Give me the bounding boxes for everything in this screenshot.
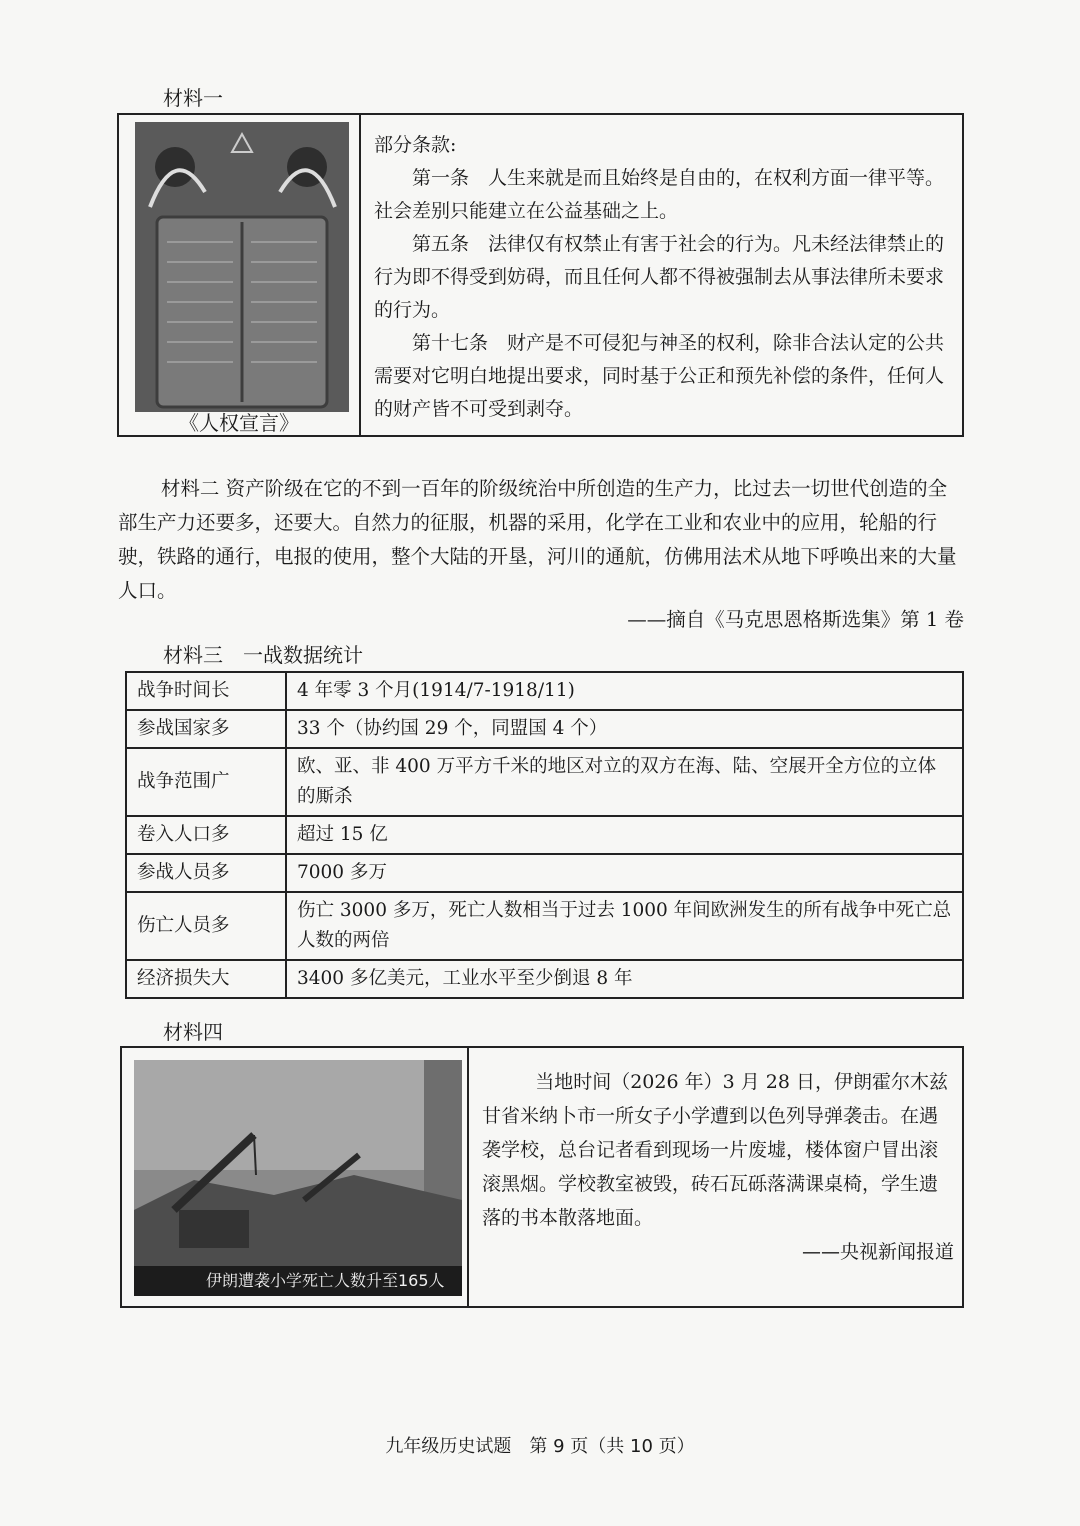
material1-box xyxy=(117,113,964,437)
row-key: 战争范围广 xyxy=(126,748,286,816)
declaration-of-rights-image xyxy=(135,122,349,412)
material2-text: 资产阶级在它的不到一百年的阶级统治中所创造的生产力，比过去一切世代创造的全部生产力还要多，还要大。自然力的征服，机器的采用，化学在工业和农业中的应用，轮船的行驶，铁路的通行，电报的使用，整个大陆的开垦，河川的通航，仿佛用法术从地下呼唤出来的大量人口。 xyxy=(118,477,957,602)
table-row xyxy=(126,710,963,748)
table-row xyxy=(126,854,963,892)
material2-paragraph xyxy=(118,472,964,608)
row-key: 经济损失大 xyxy=(126,960,286,998)
table-row xyxy=(126,748,963,816)
row-value: 33 个（协约国 29 个，同盟国 4 个） xyxy=(286,710,963,748)
row-key: 参战人员多 xyxy=(126,854,286,892)
material2-source: ——摘自《马克思恩格斯选集》第 1 卷 xyxy=(627,608,964,631)
material4-label: 材料四 xyxy=(163,1020,223,1044)
divider xyxy=(359,115,361,435)
row-value: 欧、亚、非 400 万平方千米的地区对立的双方在海、陆、空展开全方位的立体的厮杀 xyxy=(286,748,963,816)
material2-label: 材料二 xyxy=(160,477,220,500)
page-footer: 九年级历史试题 第 9 页（共 10 页） xyxy=(385,1436,695,1457)
article-5: 第五条 法律仅有权禁止有害于社会的行为。凡未经法律禁止的行为即不得受到妨碍，而且任何人都不得被强制去从事法律所未要求的行为。 xyxy=(374,233,945,321)
news-banner: 伊朗遭袭小学死亡人数升至165人 xyxy=(134,1266,462,1296)
row-key: 卷入人口多 xyxy=(126,816,286,854)
ww1-statistics-table xyxy=(125,671,964,999)
table-row xyxy=(126,816,963,854)
row-value: 3400 多亿美元，工业水平至少倒退 8 年 xyxy=(286,960,963,998)
material3-title: 材料三 一战数据统计 xyxy=(163,643,363,667)
table-row xyxy=(126,672,963,710)
material4-box xyxy=(120,1046,964,1308)
table-row xyxy=(126,960,963,998)
material1-label: 材料一 xyxy=(163,86,223,110)
row-value: 7000 多万 xyxy=(286,854,963,892)
news-paragraph: 当地时间（2026 年）3 月 28 日，伊朗霍尔木兹甘省米纳卜市一所女子小学遭到以色列导弹袭击。在遇袭学校，总台记者看到现场一片废墟，楼体窗户冒出滚滚黑烟。学校教室被毁，砖石瓦砾落满课桌椅，学生遗落的书本散落地面。 xyxy=(482,1071,948,1229)
articles-heading: 部分条款: xyxy=(374,134,457,156)
row-key: 伤亡人员多 xyxy=(126,892,286,960)
row-value: 4 年零 3 个月(1914/7-1918/11) xyxy=(286,672,963,710)
news-photo xyxy=(134,1060,462,1296)
divider xyxy=(467,1048,469,1306)
table-row xyxy=(126,892,963,960)
row-value: 伤亡 3000 多万，死亡人数相当于过去 1000 年间欧洲发生的所有战争中死亡总人数的两倍 xyxy=(286,892,963,960)
articles-text xyxy=(374,129,952,426)
news-text xyxy=(482,1065,954,1269)
row-key: 参战国家多 xyxy=(126,710,286,748)
article-1: 第一条 人生来就是而且始终是自由的，在权利方面一律平等。社会差别只能建立在公益基础之上。 xyxy=(374,167,945,222)
news-source: ——央视新闻报道 xyxy=(801,1241,954,1263)
row-value: 超过 15 亿 xyxy=(286,816,963,854)
row-key: 战争时间长 xyxy=(126,672,286,710)
image-caption: 《人权宣言》 xyxy=(179,411,299,435)
article-17: 第十七条 财产是不可侵犯与神圣的权利，除非合法认定的公共需要对它明白地提出要求，同时基于公正和预先补偿的条件，任何人的财产皆不可受到剥夺。 xyxy=(374,332,945,420)
